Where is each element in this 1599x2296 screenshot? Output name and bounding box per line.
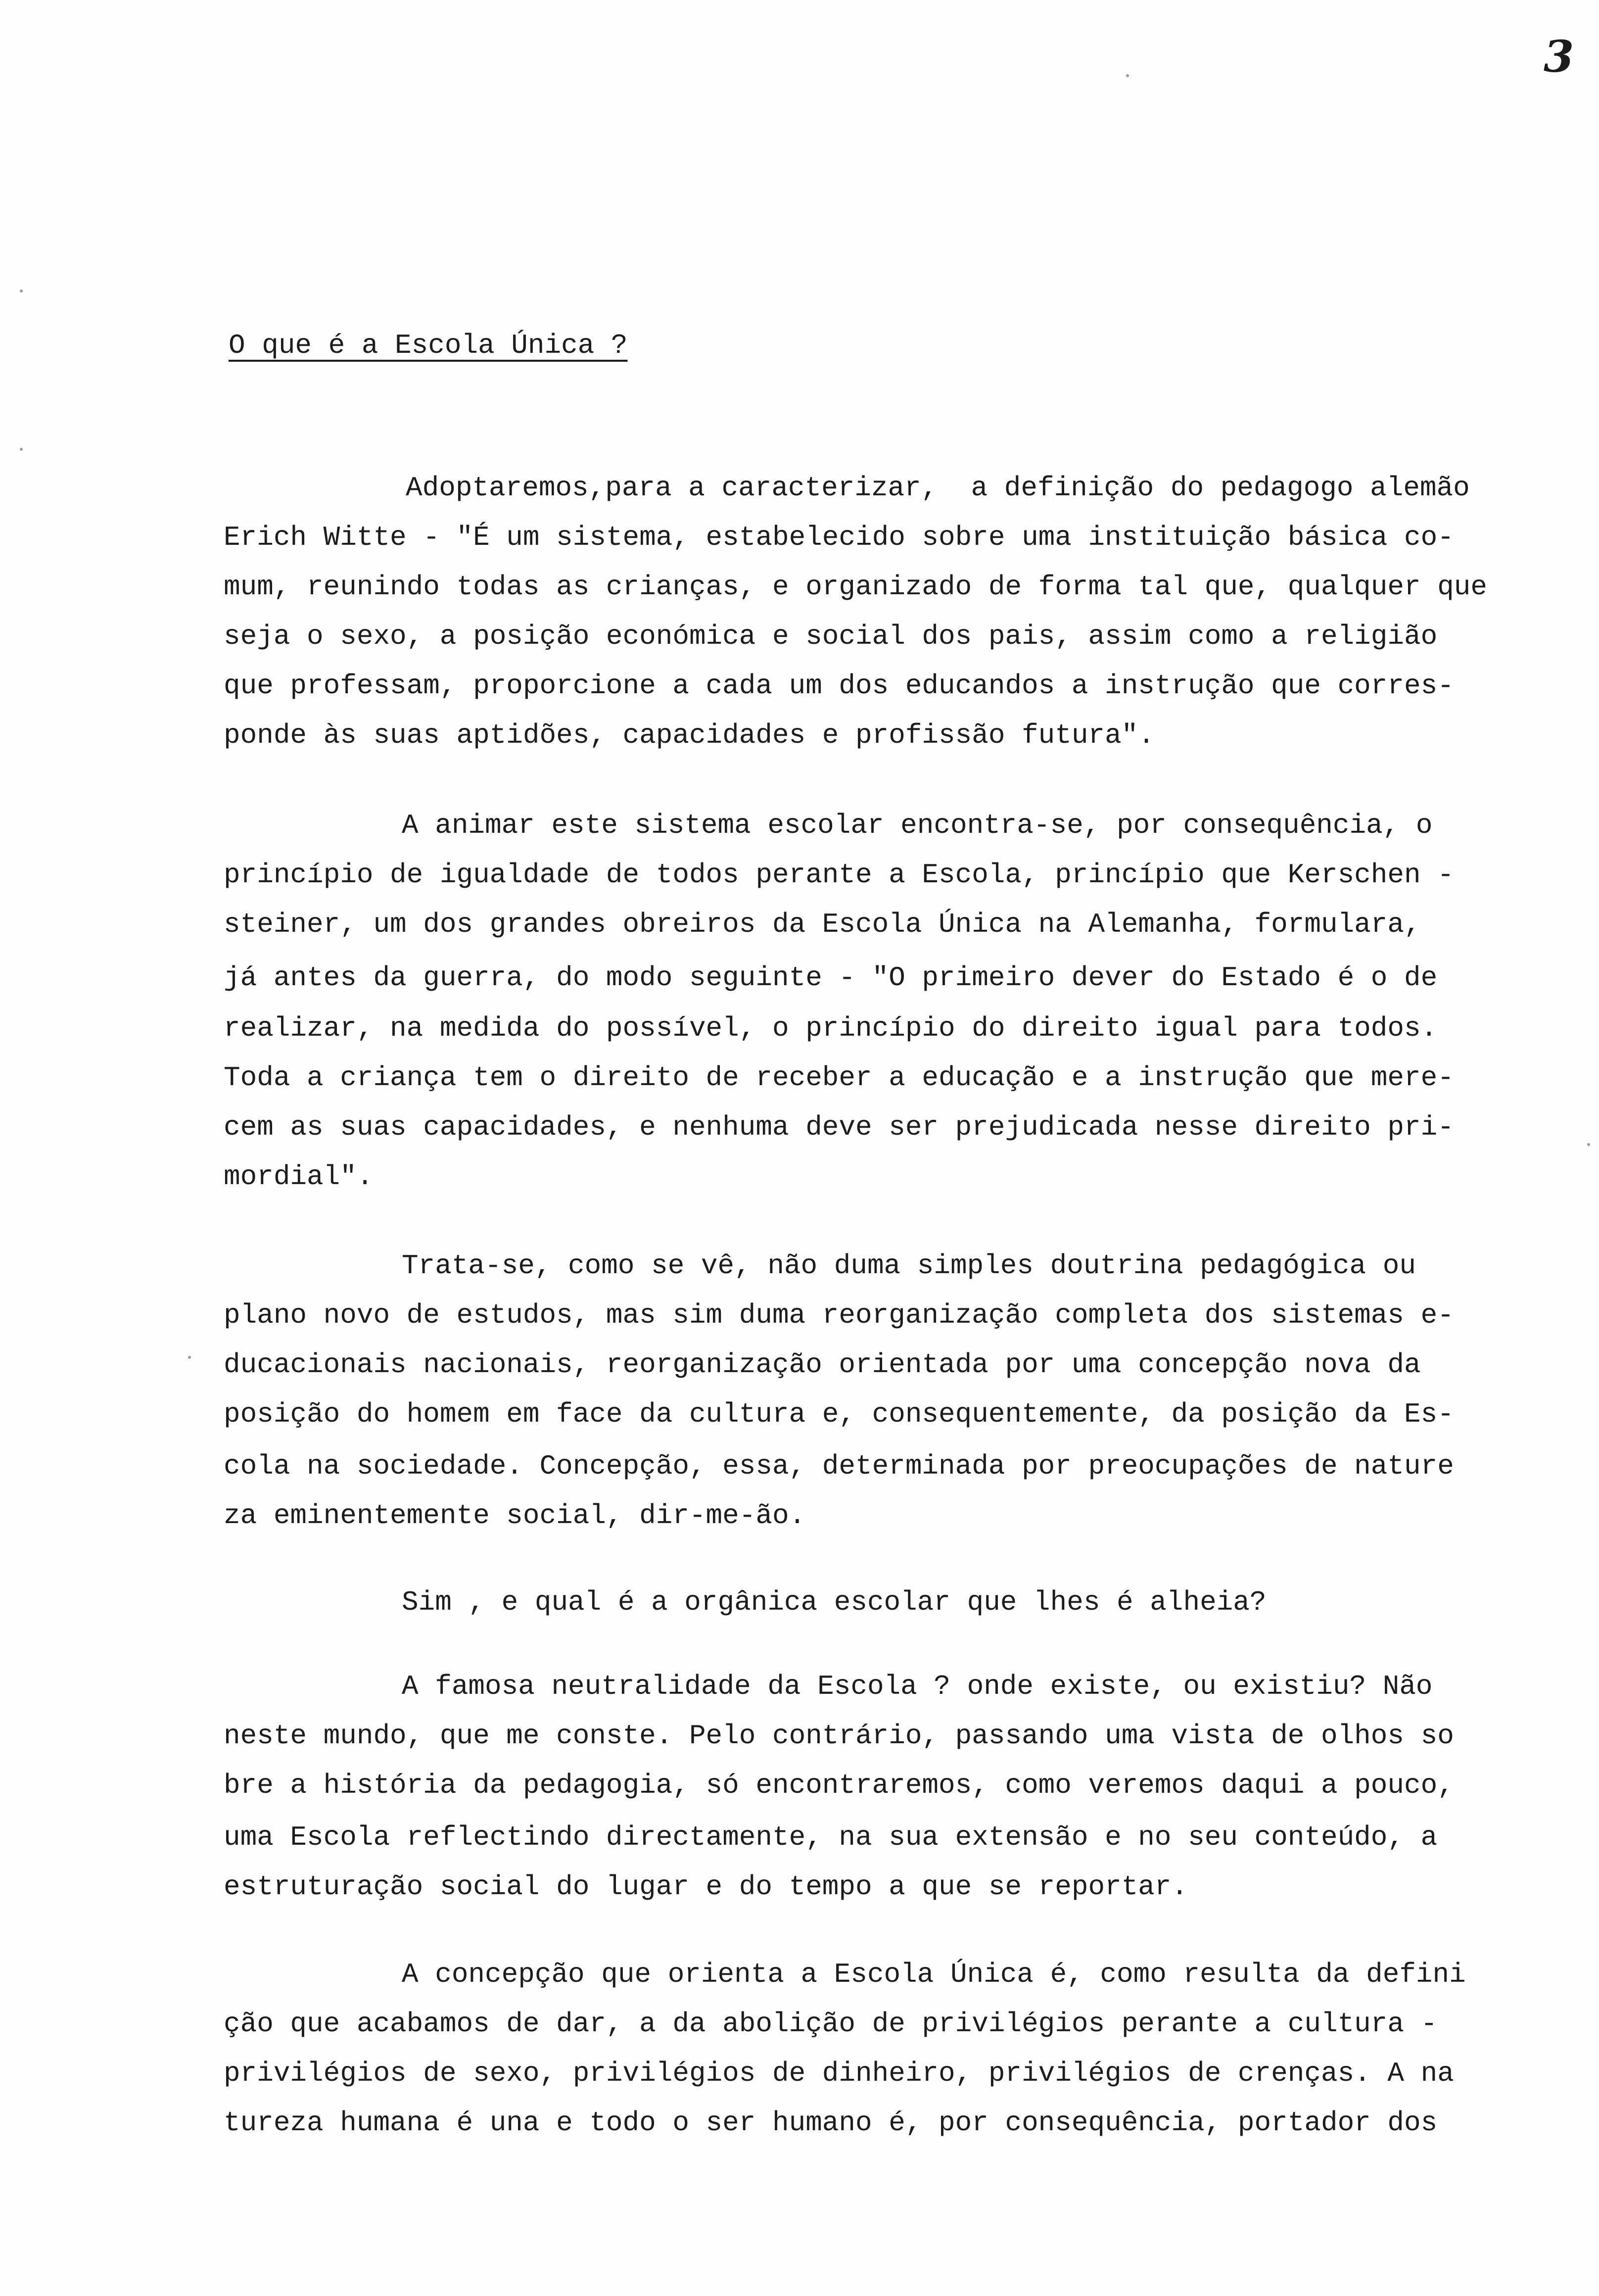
text-line: já antes da guerra, do modo seguinte - "O primeiro dever do Estado é o de	[224, 962, 1438, 994]
text-line: cem as suas capacidades, e nenhuma deve ser prejudicada nesse direito pri-	[224, 1111, 1454, 1143]
scan-speck	[20, 448, 23, 451]
text-line: estruturação social do lugar e do tempo a que se reportar.	[224, 1871, 1188, 1903]
text-line: posição do homem em face da cultura e, consequentemente, da posição da Es-	[224, 1398, 1454, 1430]
text-line: plano novo de estudos, mas sim duma reorganização completa dos sistemas e-	[224, 1299, 1454, 1331]
text-line: mordial".	[224, 1161, 374, 1193]
text-line: ponde às suas aptidões, capacidades e profissão futura".	[224, 719, 1155, 751]
text-line: tureza humana é una e todo o ser humano é, por consequência, portador dos	[224, 2107, 1438, 2139]
text-line: mum, reunindo todas as crianças, e organizado de forma tal que, qualquer que	[224, 571, 1488, 603]
scan-speck	[1126, 74, 1129, 77]
text-line: A famosa neutralidade da Escola ? onde existe, ou existiu? Não	[402, 1671, 1433, 1702]
scan-speck	[1587, 1143, 1590, 1146]
text-line: princípio de igualdade de todos perante a Escola, princípio que Kerschen -	[224, 859, 1454, 891]
text-line: privilégios de sexo, privilégios de dinheiro, privilégios de crenças. A na	[224, 2057, 1454, 2089]
text-line: seja o sexo, a posição económica e social dos pais, assim como a religião	[224, 621, 1438, 652]
text-line: bre a história da pedagogia, só encontraremos, como veremos daqui a pouco,	[224, 1770, 1454, 1801]
text-line: que professam, proporcione a cada um dos educandos a instrução que corres-	[224, 670, 1454, 702]
text-line: Adoptaremos,para a caracterizar, a definição do pedagogo alemão	[406, 472, 1470, 504]
scan-speck	[20, 289, 23, 292]
text-line: ção que acabamos de dar, a da abolição de privilégios perante a cultura -	[224, 2008, 1438, 2040]
scan-speck	[188, 1356, 191, 1359]
text-line: A concepção que orienta a Escola Única é, como resulta da defini	[402, 1959, 1466, 1990]
text-line: uma Escola reflectindo directamente, na sua extensão e no seu conteúdo, a	[224, 1821, 1438, 1853]
text-line: cola na sociedade. Concepção, essa, determinada por preocupações de nature	[224, 1450, 1454, 1482]
text-line: neste mundo, que me conste. Pelo contrário, passando uma vista de olhos so	[224, 1720, 1454, 1752]
section-heading: O que é a Escola Única ?	[229, 330, 628, 361]
text-line: Erich Witte - "É um sistema, estabelecido sobre uma instituição básica co-	[224, 522, 1454, 553]
text-line: za eminentemente social, dir-me-ão.	[224, 1500, 806, 1531]
text-line: steiner, um dos grandes obreiros da Escola Única na Alemanha, formulara,	[224, 909, 1421, 940]
text-line: A animar este sistema escolar encontra-se, por consequência, o	[402, 810, 1433, 841]
text-line: Trata-se, como se vê, não duma simples doutrina pedagógica ou	[402, 1250, 1416, 1282]
text-line: ducacionais nacionais, reorganização orientada por uma concepção nova da	[224, 1349, 1421, 1381]
page-number: 3	[1544, 31, 1574, 82]
text-line: realizar, na medida do possível, o princípio do direito igual para todos.	[224, 1012, 1438, 1044]
text-line: Sim , e qual é a orgânica escolar que lhes é alheia?	[402, 1586, 1267, 1618]
text-line: Toda a criança tem o direito de receber a educação e a instrução que mere-	[224, 1062, 1454, 1094]
